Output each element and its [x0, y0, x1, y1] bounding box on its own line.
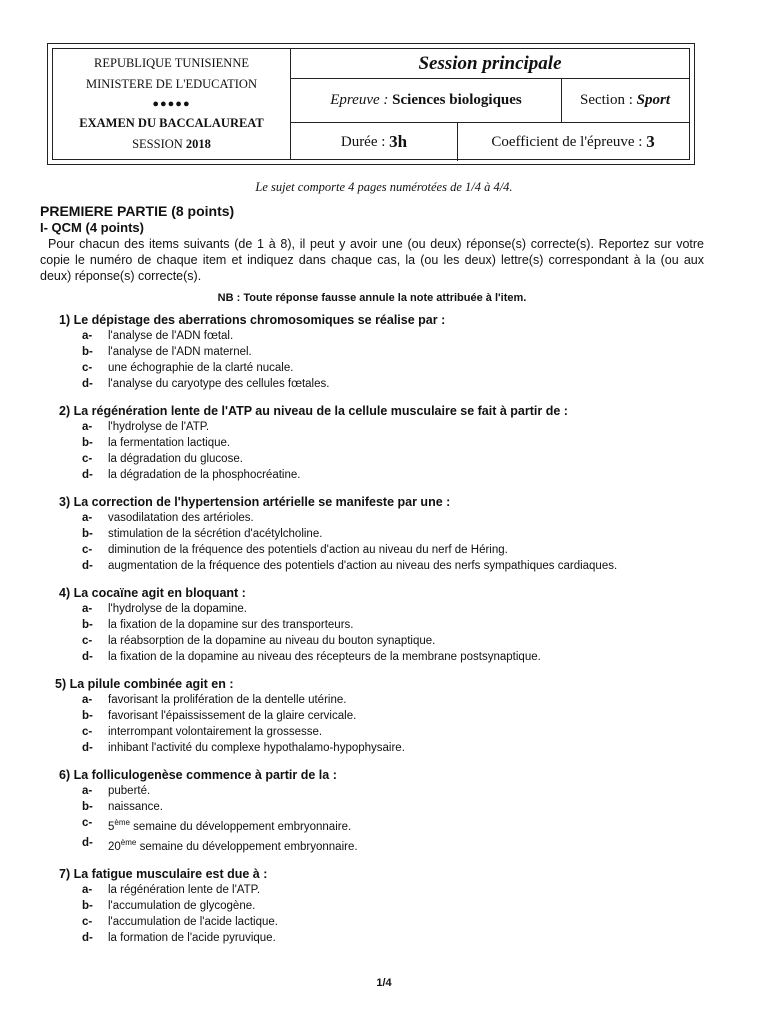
option-list — [40, 882, 704, 946]
option-letter: c- — [82, 915, 93, 928]
option-item — [82, 419, 704, 435]
option-text: l'analyse de l'ADN fœtal. — [108, 330, 234, 342]
option-item — [82, 360, 704, 376]
question-item — [40, 676, 704, 756]
option-item — [82, 435, 704, 451]
epreuve-label: Epreuve : — [330, 92, 389, 108]
option-item — [82, 914, 704, 930]
option-text: l'hydrolyse de l'ATP. — [108, 421, 210, 433]
option-item — [82, 526, 704, 542]
section-value: Sport — [636, 92, 671, 108]
option-text-rest: semaine du développement embryonnaire. — [139, 840, 358, 853]
option-letter: d- — [82, 836, 93, 849]
epreuve-cell — [291, 79, 561, 122]
option-item — [82, 328, 704, 344]
option-letter: b- — [82, 619, 93, 631]
section-cell — [561, 79, 689, 122]
option-item — [82, 783, 704, 799]
option-list — [40, 692, 704, 756]
option-text: l'analyse de l'ADN maternel. — [108, 346, 252, 358]
option-list — [40, 783, 704, 855]
option-text — [108, 835, 704, 855]
option-text: la fixation de la dopamine sur des transporteurs. — [108, 619, 354, 631]
option-text-rest: semaine du développement embryonnaire. — [133, 820, 352, 833]
ministry-name: MINISTERE DE L'EDUCATION — [86, 77, 257, 91]
option-text: augmentation de la fréquence des potentiels d'action au niveau des nerfs sympathiques cardiaques. — [108, 560, 618, 572]
option-text: la fixation de la dopamine au niveau des récepteurs de la membrane postsynaptique. — [108, 651, 541, 663]
exam-content — [40, 203, 704, 957]
exam-header — [47, 43, 695, 165]
page-count-note: Le sujet comporte 4 pages numérotées de 1/4 à 4/4. — [255, 180, 513, 194]
option-text: la dégradation du glucose. — [108, 453, 243, 465]
option-item — [82, 376, 704, 392]
session-type: Session principale — [291, 49, 689, 79]
option-text: l'hydrolyse de la dopamine. — [108, 603, 247, 615]
option-text: l'accumulation de glycogène. — [108, 899, 256, 912]
option-letter: d- — [82, 378, 93, 390]
option-item — [82, 467, 704, 483]
option-text: puberté. — [108, 785, 151, 797]
ordinal-suffix: ème — [114, 818, 130, 827]
option-list — [40, 328, 704, 392]
option-item — [82, 930, 704, 946]
question-list — [40, 312, 704, 946]
option-text: interrompant volontairement la grossesse. — [108, 726, 323, 738]
instructions: Pour chacun des items suivants (de 1 à 8), il peut y avoir une (ou deux) réponse(s) correcte(s). Reportez sur votre copie le numéro de chaque item et indiquez dans chaque cas, la (ou les deux) lettre(s) correspondant à la (ou aux deux) réponse(s) correcte(s). — [40, 237, 704, 283]
option-text: la dégradation de la phosphocréatine. — [108, 469, 301, 481]
option-item — [82, 799, 704, 815]
option-item — [82, 815, 704, 835]
option-text: la formation de l'acide pyruvique. — [108, 931, 276, 944]
header-inner-frame — [52, 48, 690, 160]
section-title: I- QCM (4 points) — [40, 220, 144, 235]
option-item — [82, 708, 704, 724]
option-item — [82, 740, 704, 756]
option-item — [82, 542, 704, 558]
option-text: la réabsorption de la dopamine au niveau du bouton synaptique. — [108, 635, 436, 647]
option-letter: a- — [82, 883, 93, 896]
epreuve-value: Sciences biologiques — [392, 92, 522, 108]
option-letter: b- — [82, 528, 93, 540]
option-letter: b- — [82, 710, 93, 722]
option-text: naissance. — [108, 801, 163, 813]
duree-value: 3h — [389, 132, 408, 151]
question-title: 7) La fatigue musculaire est due à : — [59, 866, 268, 881]
option-letter: d- — [82, 931, 93, 944]
option-text: l'analyse du caryotype des cellules fœtales. — [108, 378, 330, 390]
session-year: 2018 — [185, 137, 211, 151]
coef-label: Coefficient de l'épreuve : — [491, 133, 643, 150]
dots-separator: ●●●●● — [152, 98, 191, 110]
option-letter: b- — [82, 346, 93, 358]
country-name: REPUBLIQUE TUNISIENNE — [94, 56, 249, 70]
option-letter: b- — [82, 801, 93, 813]
question-title: 2) La régénération lente de l'ATP au niveau de la cellule musculaire se fait à partir de : — [59, 404, 568, 418]
option-item — [82, 882, 704, 898]
ordinal-number: 20 — [108, 840, 121, 853]
option-text: l'accumulation de l'acide lactique. — [108, 915, 278, 928]
question-title: 5) La pilule combinée agit en : — [55, 677, 234, 691]
option-text: stimulation de la sécrétion d'acétylcholine. — [108, 528, 323, 540]
option-item — [82, 601, 704, 617]
option-letter: c- — [82, 362, 93, 374]
option-letter: b- — [82, 437, 93, 449]
question-item — [40, 494, 704, 574]
question-title: 6) La folliculogenèse commence à partir de la : — [59, 768, 337, 782]
option-text: la régénération lente de l'ATP. — [108, 883, 261, 896]
question-title: 3) La correction de l'hypertension artérielle se manifeste par une : — [59, 495, 451, 509]
option-text — [108, 815, 704, 835]
option-letter: d- — [82, 651, 93, 663]
option-letter: a- — [82, 785, 93, 797]
coef-cell — [457, 123, 689, 161]
option-letter: d- — [82, 742, 93, 754]
option-item — [82, 724, 704, 740]
option-text: favorisant la prolifération de la dentelle utérine. — [108, 694, 347, 706]
option-item — [82, 649, 704, 665]
part-title: PREMIERE PARTIE (8 points) — [40, 203, 235, 219]
question-item — [40, 403, 704, 483]
option-item — [82, 510, 704, 526]
option-letter: a- — [82, 421, 93, 433]
header-institution — [53, 49, 291, 159]
option-letter: c- — [82, 726, 93, 738]
duree-cell — [291, 123, 457, 161]
option-letter: d- — [82, 560, 93, 572]
session-line — [53, 134, 290, 155]
page-number: 1/4 — [376, 977, 392, 989]
question-item — [40, 585, 704, 665]
session-label: SESSION — [132, 137, 183, 151]
section-label: Section : — [579, 92, 633, 108]
ordinal-number: 5 — [108, 820, 115, 833]
option-list — [40, 601, 704, 665]
exam-name: EXAMEN DU BACCALAUREAT — [79, 116, 264, 130]
option-letter: a- — [82, 330, 93, 342]
option-list — [40, 419, 704, 483]
option-item — [82, 898, 704, 914]
question-item — [40, 312, 704, 392]
option-text: vasodilatation des artérioles. — [108, 512, 254, 524]
option-item — [82, 692, 704, 708]
option-letter: a- — [82, 512, 93, 524]
option-item — [82, 617, 704, 633]
question-title: 1) Le dépistage des aberrations chromosomiques se réalise par : — [59, 313, 446, 327]
coef-value: 3 — [646, 132, 655, 151]
option-text: une échographie de la clarté nucale. — [108, 362, 294, 374]
option-letter: c- — [82, 817, 93, 829]
option-text: favorisant l'épaississement de la glaire cervicale. — [108, 710, 357, 722]
option-text: inhibant l'activité du complexe hypothalamo-hypophysaire. — [108, 742, 405, 754]
epreuve-row — [291, 79, 689, 123]
option-letter: d- — [82, 469, 93, 481]
option-letter: c- — [82, 453, 93, 465]
duree-row — [291, 123, 689, 161]
option-letter: b- — [82, 899, 93, 912]
option-letter: c- — [82, 544, 93, 556]
option-item — [82, 344, 704, 360]
option-text: diminution de la fréquence des potentiels d'action au niveau du nerf de Héring. — [108, 544, 508, 556]
option-item — [82, 451, 704, 467]
question-title: 4) La cocaïne agit en bloquant : — [59, 586, 246, 600]
duree-label: Durée : — [340, 133, 386, 150]
question-item — [40, 866, 704, 946]
option-letter: c- — [82, 635, 93, 647]
ordinal-suffix: ème — [120, 837, 137, 847]
nb-note: NB : Toute réponse fausse annule la note attribuée à l'item. — [217, 292, 527, 304]
option-item — [82, 558, 704, 574]
option-list — [40, 510, 704, 574]
option-item — [82, 633, 704, 649]
option-letter: a- — [82, 603, 93, 615]
option-text: la fermentation lactique. — [108, 437, 231, 449]
option-letter: a- — [82, 694, 93, 706]
option-item — [82, 835, 704, 855]
question-item — [40, 767, 704, 855]
